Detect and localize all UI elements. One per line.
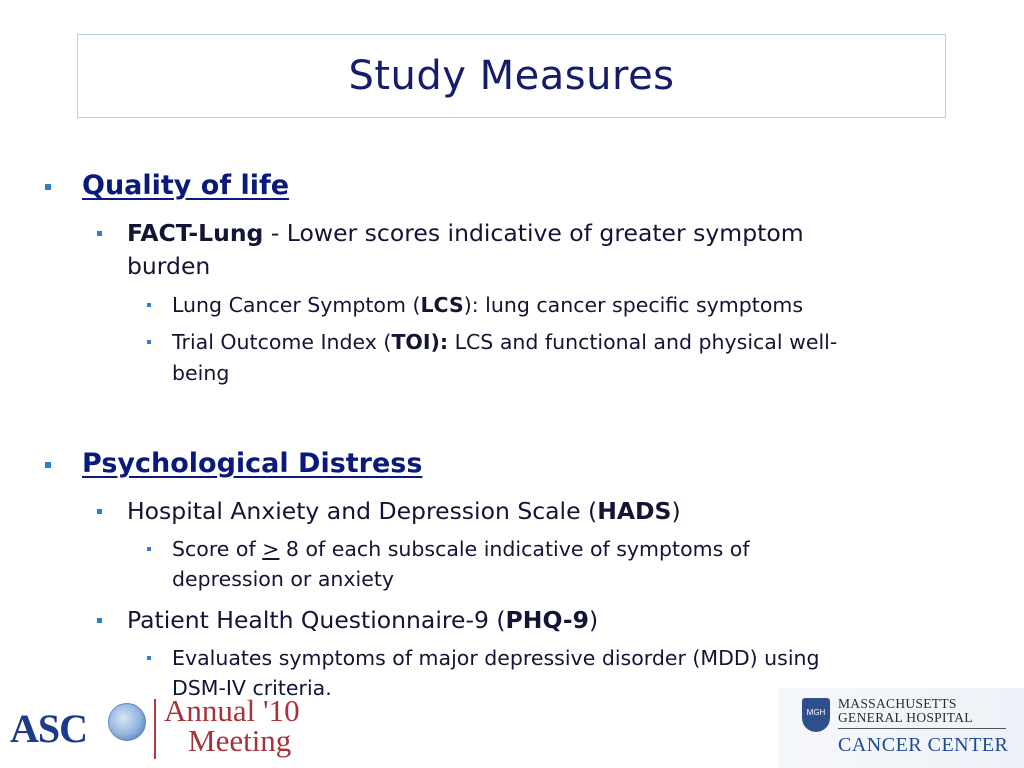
level3-bullet bbox=[147, 303, 151, 307]
mgh-shield-icon: MGH bbox=[802, 698, 830, 732]
phq9-description-continued: DSM-IV criteria. bbox=[172, 676, 332, 700]
lcs-abbrev: LCS bbox=[420, 293, 464, 317]
mgh-name-line2: GENERAL HOSPITAL bbox=[838, 710, 973, 725]
score-post: 8 of each subscale indicative of symptoms of bbox=[279, 537, 750, 561]
logo-divider bbox=[154, 699, 156, 759]
level3-bullet bbox=[147, 656, 151, 660]
lcs-item bbox=[172, 290, 803, 320]
greater-equal-symbol: > bbox=[262, 537, 280, 561]
fact-lung-label: FACT-Lung bbox=[127, 219, 264, 247]
hads-score-continued: depression or anxiety bbox=[172, 567, 394, 591]
phq9-pre: Patient Health Questionnaire-9 ( bbox=[127, 606, 506, 634]
fact-lung-text: - Lower scores indicative of greater symptom bbox=[263, 219, 804, 247]
score-pre: Score of bbox=[172, 537, 263, 561]
toi-post: LCS and functional and physical well- bbox=[448, 330, 838, 354]
phq9-description: Evaluates symptoms of major depressive disorder (MDD) using bbox=[172, 646, 820, 670]
hads-abbrev: HADS bbox=[597, 497, 672, 525]
mgh-cancer-center-logo bbox=[778, 688, 1024, 768]
asco-globe-icon bbox=[108, 703, 146, 741]
meeting-text: Meeting bbox=[188, 723, 292, 758]
hads-score-item bbox=[172, 534, 750, 564]
section-heading-psychological-distress: Psychological Distress bbox=[82, 448, 423, 479]
toi-item bbox=[172, 327, 837, 357]
fact-lung-text-continued: burden bbox=[127, 252, 211, 280]
level2-bullet bbox=[97, 231, 102, 236]
lcs-pre: Lung Cancer Symptom ( bbox=[172, 293, 421, 317]
phq9-item bbox=[127, 604, 598, 637]
mgh-name-line1: MASSACHUSETTS bbox=[838, 696, 957, 711]
hads-item bbox=[127, 495, 681, 528]
level2-bullet bbox=[97, 618, 102, 623]
cancer-center-text: CANCER CENTER bbox=[838, 734, 1009, 756]
annual-10-text: Annual '10 bbox=[164, 693, 300, 728]
level2-bullet bbox=[97, 509, 102, 514]
section-heading-quality-of-life: Quality of life bbox=[82, 170, 290, 201]
phq9-post: ) bbox=[588, 606, 599, 634]
phq9-abbrev: PHQ-9 bbox=[505, 606, 589, 634]
asco-annual-meeting-logo bbox=[10, 695, 300, 765]
level1-bullet bbox=[45, 462, 51, 468]
hads-post: ) bbox=[671, 497, 681, 525]
fact-lung-item bbox=[127, 217, 804, 250]
mgh-divider bbox=[838, 728, 1006, 729]
toi-pre: Trial Outcome Index ( bbox=[172, 330, 392, 354]
level1-bullet bbox=[45, 184, 51, 190]
level3-bullet bbox=[147, 547, 151, 551]
lcs-post: ): lung cancer specific symptoms bbox=[463, 293, 804, 317]
toi-text-continued: being bbox=[172, 361, 230, 385]
level3-bullet bbox=[147, 340, 151, 344]
asco-wordmark: ASC bbox=[10, 706, 88, 751]
slide-title: Study Measures bbox=[348, 53, 675, 99]
toi-abbrev: TOI): bbox=[391, 330, 449, 354]
hads-pre: Hospital Anxiety and Depression Scale ( bbox=[127, 497, 598, 525]
